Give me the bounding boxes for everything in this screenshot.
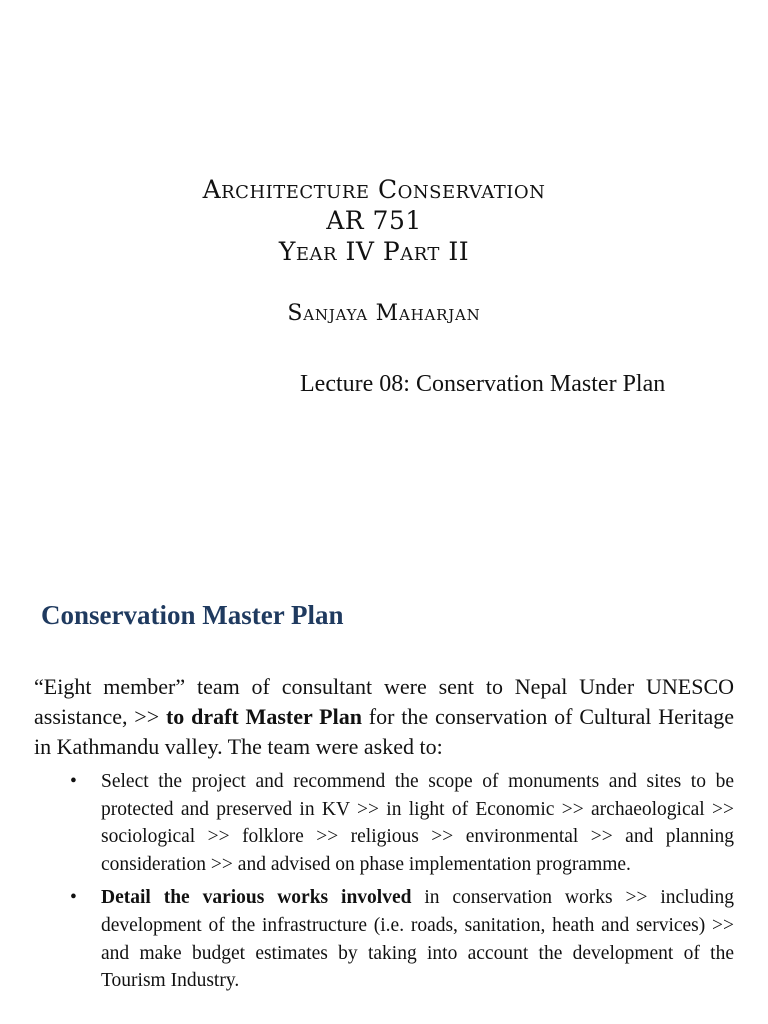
content-slide <box>0 570 768 1024</box>
bullet-text: in conservation works >> including development of the infrastructure (i.e. roads, sanitation, heath and services) >> and make budget estimates by taking into account the development of the Tourism Industry. <box>101 887 734 992</box>
lecture-title: Lecture 08: Conservation Master Plan <box>300 371 666 397</box>
bullet-icon: • <box>70 887 77 909</box>
bullet-item <box>0 768 734 878</box>
course-year-line: Year IV Part II <box>278 237 470 266</box>
intro-paragraph <box>34 672 734 762</box>
bullet-bold-text: Detail the various works involved <box>101 887 412 909</box>
author-name: Sanjaya Maharjan <box>287 301 481 326</box>
intro-text-end: for the conservation of Cultural Heritage in Kathmandu valley. The team were asked to: <box>34 704 734 759</box>
bullet-item <box>0 884 734 994</box>
course-title <box>0 174 748 267</box>
intro-text-start: “Eight member” team of consultant were sent to Nepal Under UNESCO assistance, >> <box>34 674 734 729</box>
bullet-text: Select the project and recommend the scope of monuments and sites to be protected and preserved in KV >> in light of Economic >> archaeological >> sociological >> folklore >> religious >> environmental >> and planning consideration >> and advised on phase implementation programme. <box>101 771 734 875</box>
bullet-list <box>0 768 768 1001</box>
slide-heading: Conservation Master Plan <box>41 600 344 630</box>
bullet-icon: • <box>70 771 77 792</box>
course-code-line: AR 751 <box>326 206 422 235</box>
intro-bold-text: to draft Master Plan <box>165 704 362 729</box>
course-title-line: Architecture Conservation <box>202 175 546 204</box>
